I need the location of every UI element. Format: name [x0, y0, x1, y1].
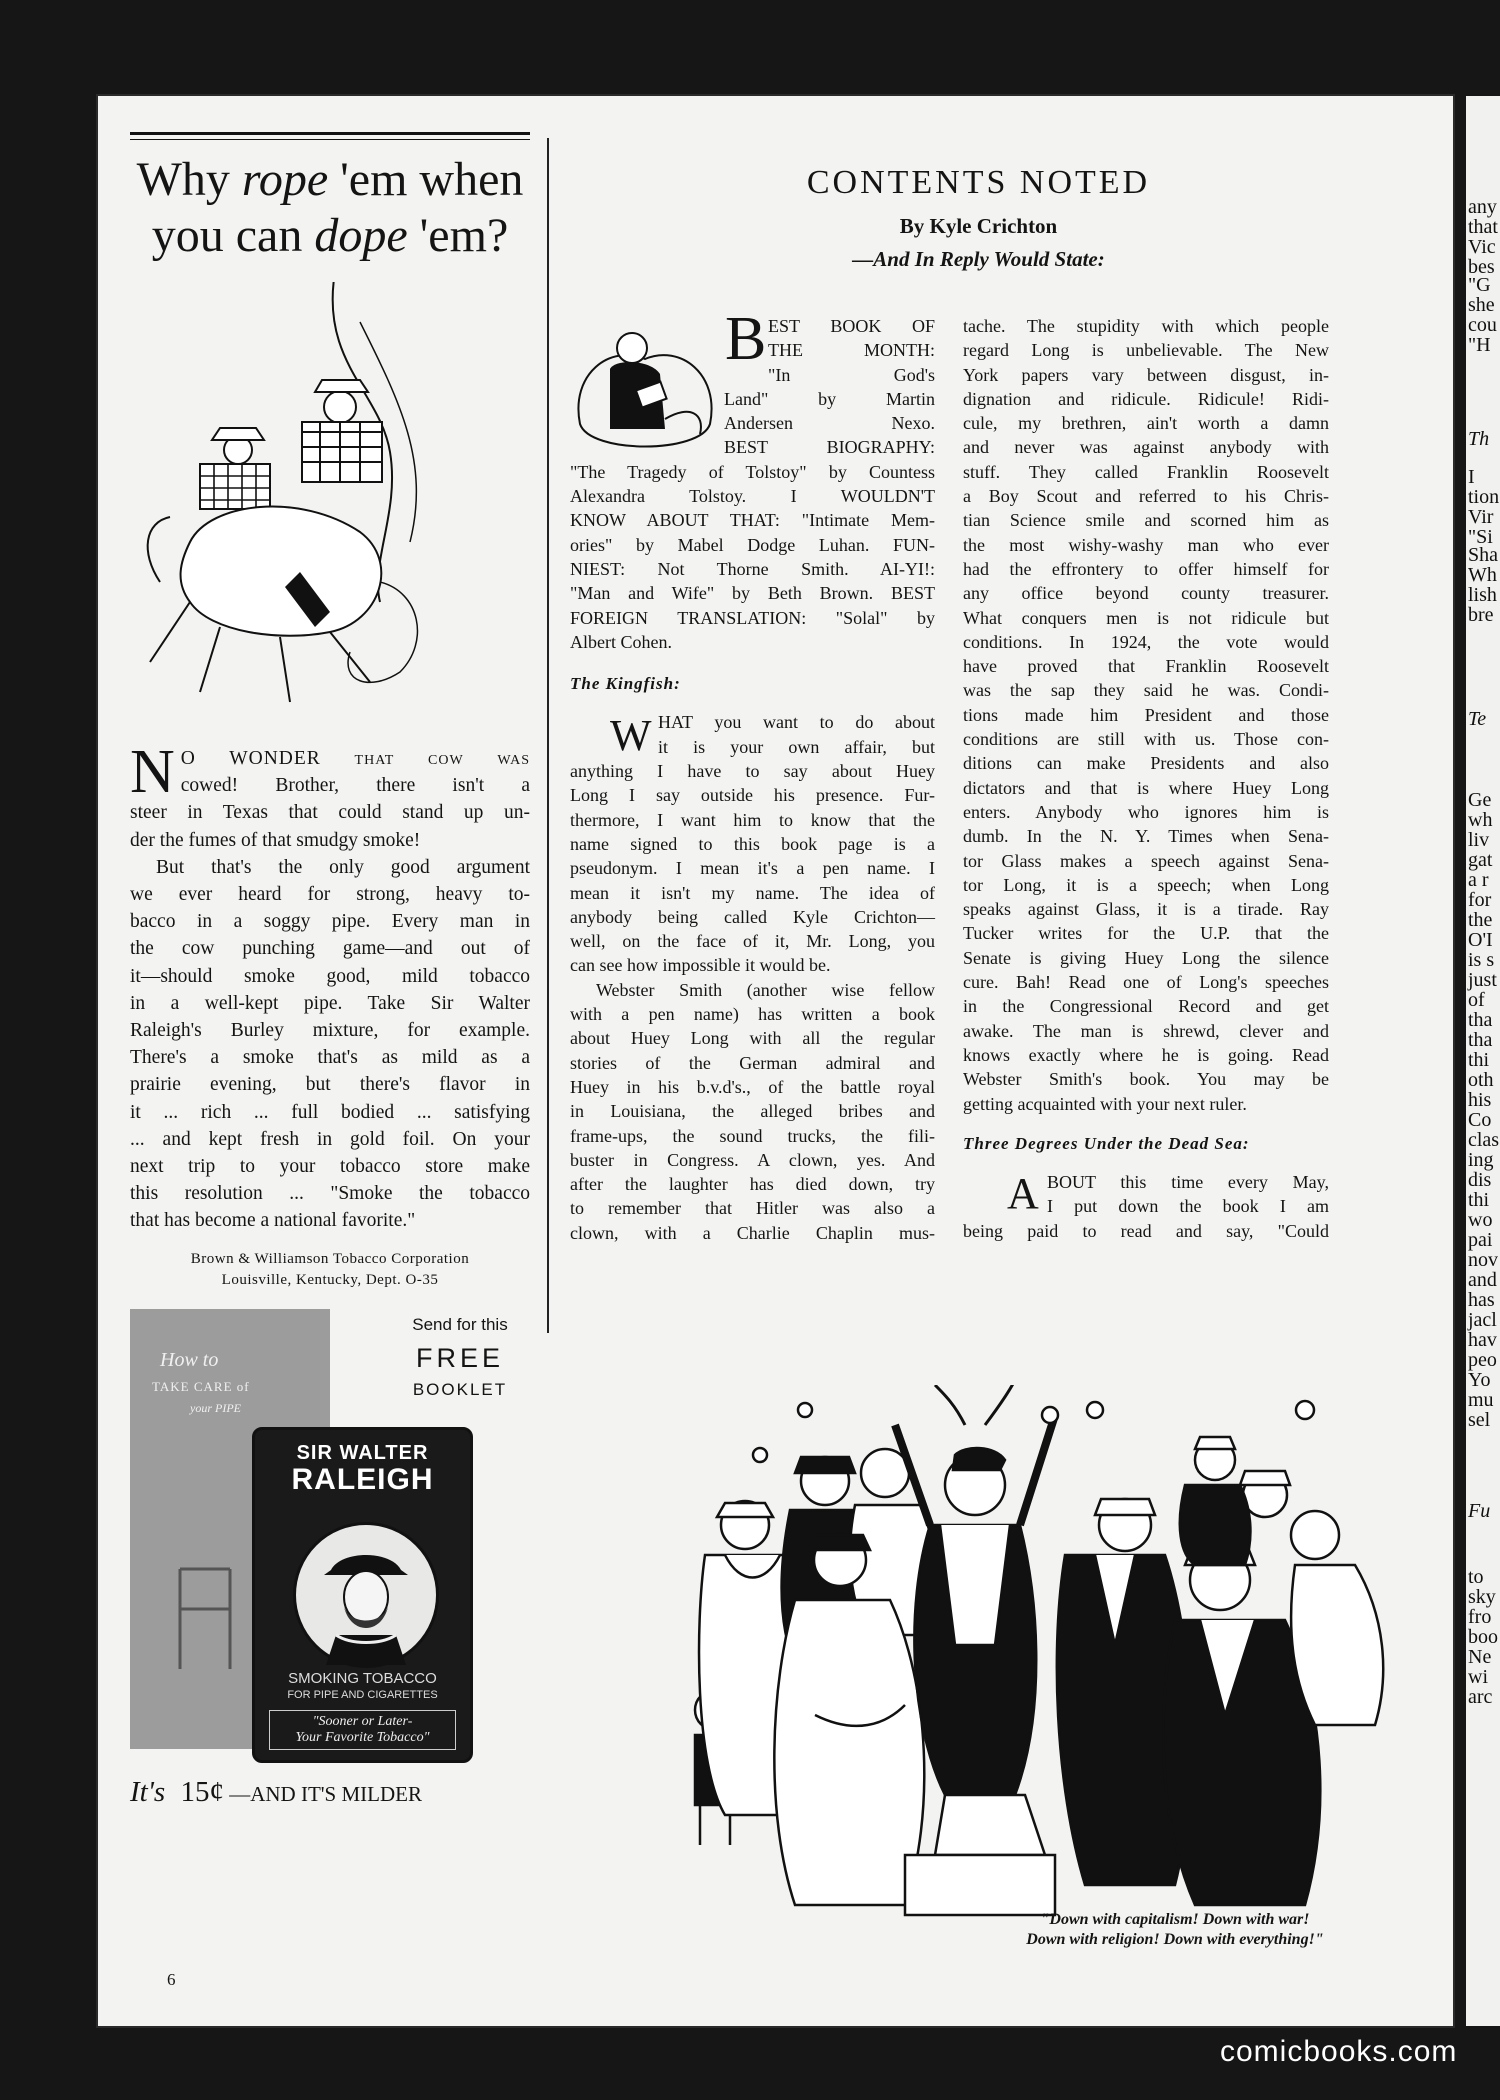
article-line: in Louisiana, the alleged bribes and — [570, 1101, 935, 1122]
ad-copy-line: der the fumes of that smudgy smoke! — [130, 829, 421, 851]
next-page-text-fragment: for — [1468, 889, 1492, 911]
ad-copy-line: it—should smoke good, mild tobacco — [130, 965, 530, 987]
ad-copy-line: ... and kept fresh in gold foil. On your — [130, 1128, 530, 1150]
protest-crowd-cartoon — [655, 1385, 1400, 1945]
free-text: FREE — [415, 1342, 504, 1373]
next-page-text-fragment: mu — [1468, 1389, 1494, 1411]
next-page-text-fragment: boo — [1468, 1626, 1498, 1648]
ad-copy-line: Raleigh's Burley mixture, for example. — [130, 1020, 530, 1042]
next-page-text-fragment: clas — [1468, 1129, 1500, 1151]
headline-text: 'em when — [328, 153, 524, 206]
article-line: was the sap they said he was. Condi- — [963, 680, 1329, 701]
article-line: BOUT this time every May, — [1047, 1172, 1329, 1193]
article-line: clown, with a Charlie Chaplin mus- — [570, 1222, 935, 1243]
sir-walter-raleigh-tin — [252, 1427, 473, 1763]
ad-copy-line: cowed! Brother, there isn't a — [180, 775, 530, 797]
article-line: speaks against Glass, it is a tirade. Ray — [963, 899, 1329, 920]
article-line: have proved that Franklin Roosevelt — [963, 656, 1329, 677]
article-line: frame-ups, the sound trucks, the fili- — [570, 1125, 935, 1146]
article-line: Albert Cohen. — [570, 631, 672, 652]
article-line: HAT you want to do about — [658, 712, 935, 733]
tin-slogan-line: "Sooner or Later- — [312, 1713, 413, 1729]
article-line: buster in Congress. A clown, yes. And — [570, 1149, 935, 1170]
next-page-text-fragment: fro — [1468, 1606, 1492, 1628]
cartoon-caption — [975, 1910, 1375, 1950]
ad-copy-line: There's a smoke that's as mild as a — [130, 1047, 530, 1069]
tin-product-line: FOR PIPE AND CIGARETTES — [287, 1688, 438, 1701]
next-page-text-fragment: bre — [1468, 604, 1494, 626]
booklet-text: BOOKLET — [412, 1379, 508, 1399]
tin-slogan-line: Your Favorite Tobacco" — [295, 1729, 430, 1745]
tin-slogan — [269, 1710, 456, 1750]
next-page-text-fragment: hav — [1468, 1329, 1497, 1351]
article-line: conditions. In 1924, the vote would — [963, 631, 1329, 652]
corporation-name: Brown & Williamson Tobacco Corporation — [190, 1250, 470, 1267]
next-page-text-fragment: and — [1468, 1269, 1497, 1291]
article-line: FOREIGN TRANSLATION: "Solal" by — [570, 607, 935, 628]
article-line: tor Glass makes a speech against Sena- — [963, 850, 1329, 871]
kingfish-drop-cap: W — [610, 711, 652, 761]
next-page-text-fragment: sel — [1468, 1409, 1491, 1431]
article-title: CONTENTS NOTED — [806, 164, 1151, 201]
headline-text-italic: dope — [314, 209, 408, 262]
next-page-text-fragment: "H — [1468, 334, 1491, 356]
article-line: anything I have to say about Huey — [570, 761, 935, 782]
ad-corporation — [130, 1249, 530, 1291]
next-page-text-fragment: wh — [1468, 809, 1493, 831]
headline-text: you can — [151, 209, 315, 262]
article-line: thermore, I want him to know that the — [570, 809, 935, 830]
article-line: dignation and ridicule. Ridicule! Ridi- — [963, 388, 1329, 409]
dead-sea-drop-cap: A — [1007, 1169, 1039, 1219]
next-page-text-fragment: peo — [1468, 1349, 1497, 1371]
article-line: dictators and that is where Huey Long — [963, 777, 1329, 798]
booklet-cover-text: TAKE CARE of — [152, 1378, 250, 1394]
next-page-text-fragment: pai — [1468, 1229, 1493, 1251]
article-line: about Huey Long with all the regular — [570, 1028, 935, 1049]
article-line: knows exactly where he is going. Read — [963, 1044, 1329, 1065]
next-page-text-fragment: Vir — [1468, 506, 1494, 528]
next-page-text-fragment: bes — [1468, 256, 1495, 278]
article-line: conditions are still with us. Those con- — [963, 729, 1329, 750]
next-page-text-fragment: has — [1468, 1289, 1495, 1311]
chair-icon — [170, 1559, 250, 1679]
next-page-text-fragment: Te — [1468, 708, 1487, 730]
next-page-text-fragment: gat — [1468, 849, 1493, 871]
article-column-2 — [963, 314, 1329, 1243]
ad-drop-cap: N — [130, 738, 175, 806]
article-line: tache. The stupidity with which people — [963, 316, 1329, 336]
article-line: tor Long, it is a speech; when Long — [963, 874, 1329, 895]
send-for-booklet — [390, 1315, 530, 1400]
next-page-text-fragment: that — [1468, 216, 1498, 238]
next-page-text-fragment: Co — [1468, 1109, 1492, 1131]
next-page-text-fragment: arc — [1468, 1686, 1493, 1708]
page-number: 6 — [167, 1970, 176, 1989]
ad-product-block — [130, 1309, 530, 1808]
next-page-text-fragment: to — [1468, 1566, 1484, 1588]
next-page-text-fragment: Wh — [1468, 564, 1497, 586]
ad-copy-line: that has become a national favorite." — [130, 1210, 416, 1232]
next-page-text-fragment: nov — [1468, 1249, 1498, 1271]
next-page-text-fragment: his — [1468, 1089, 1492, 1111]
article-line: cule, my brethren, ain't worth a damn — [963, 413, 1329, 434]
article-line: the most wishy-washy man who ever — [963, 534, 1329, 555]
article-line: Webster Smith (another wise fellow — [596, 979, 935, 1000]
section-heading-dead-sea: Three Degrees Under the Dead Sea: — [963, 1133, 1250, 1153]
section-heading-kingfish: The Kingfish: — [570, 674, 681, 694]
next-page-text-fragment: wo — [1468, 1209, 1493, 1231]
article-line: awake. The man is shrewd, clever and — [963, 1020, 1329, 1041]
adjacent-page-fragment — [1466, 96, 1500, 2026]
article-line: I put down the book I am — [1047, 1196, 1329, 1217]
price-its: It's — [130, 1775, 166, 1808]
ad-copy-line: in a well-kept pipe. Take Sir Walter — [130, 992, 530, 1014]
tin-brand-line: RALEIGH — [291, 1462, 434, 1496]
next-page-text-fragment: Fu — [1468, 1500, 1491, 1522]
next-page-text-fragment: Th — [1468, 428, 1490, 450]
article-line: ditions can make Presidents and also — [963, 753, 1329, 774]
article-line: enters. Anybody who ignores him is — [963, 801, 1329, 822]
next-page-text-fragment: the — [1468, 909, 1493, 931]
article-line: with a pen name) has written a book — [570, 1004, 935, 1025]
ad-copy-line: prairie evening, but there's flavor in — [130, 1074, 530, 1096]
article-line: dumb. In the N. Y. Times when Sena- — [963, 826, 1329, 847]
article-line: in the Congressional Record and get — [963, 996, 1329, 1017]
ad-copy-line: next trip to your tobacco store make — [130, 1156, 530, 1178]
article-line: stories of the German admiral and — [570, 1052, 935, 1073]
next-page-text-fragment: Ge — [1468, 789, 1492, 811]
article-line: Land" by Martin — [724, 388, 935, 409]
dead-sea-paragraph — [963, 1170, 1329, 1243]
ad-copy-line: this resolution ... "Smoke the tobacco — [130, 1183, 530, 1205]
article-line: anybody being called Kyle Crichton— — [570, 906, 935, 927]
article-line: to remember that Hitler was also a — [570, 1198, 935, 1219]
next-page-text-fragment: dis — [1468, 1169, 1492, 1191]
article-line: mean it isn't my name. The idea of — [570, 882, 935, 903]
tin-brand-line: SIR WALTER — [296, 1441, 429, 1464]
tin-product-line: SMOKING TOBACCO — [288, 1669, 437, 1687]
next-page-text-fragment: Vic — [1468, 236, 1496, 258]
magazine-page — [98, 96, 1453, 2026]
ad-copy-line: the cow punching game—and out of — [130, 938, 530, 960]
article-line: What conquers men is not ridicule but — [963, 607, 1329, 628]
next-page-text-fragment: of — [1468, 989, 1485, 1011]
kingfish-paragraph — [570, 710, 935, 759]
raleigh-portrait-icon — [293, 1522, 439, 1668]
headline-text: Why — [136, 153, 242, 206]
next-page-text-fragment: she — [1468, 294, 1495, 316]
next-page-text-fragment: Yo — [1468, 1369, 1491, 1391]
ad-headline — [130, 152, 530, 264]
ad-copy-line: it ... rich ... full bodied ... satisfying — [130, 1101, 530, 1123]
article-line: KNOW ABOUT THAT: "Intimate Mem- — [570, 510, 935, 531]
next-page-text-fragment: jacl — [1468, 1309, 1497, 1331]
article-line: well, on the face of it, Mr. Long, you — [570, 931, 935, 952]
next-page-text-fragment: I — [1468, 466, 1475, 488]
next-page-text-fragment: "G — [1468, 274, 1491, 296]
ad-copy-line: O WONDER that cow was — [180, 748, 530, 769]
next-page-text-fragment: Sha — [1468, 544, 1498, 566]
next-page-text-fragment: thi — [1468, 1189, 1490, 1211]
article-line: Long I say outside his presence. Fur- — [570, 785, 935, 806]
ad-copy-line: bacco in a soggy pipe. Every man in — [130, 911, 530, 933]
article-line: getting acquainted with your next ruler. — [963, 1093, 1247, 1114]
next-page-text-fragment: thi — [1468, 1049, 1490, 1071]
article-line: after the laughter has died down, try — [570, 1174, 935, 1195]
next-page-text-fragment: a r — [1468, 869, 1489, 891]
article-byline: By Kyle Crichton — [899, 214, 1058, 238]
article-line: Tucker writes for the U.P. that the — [963, 923, 1329, 944]
article-line: York papers vary between disgust, in- — [963, 364, 1329, 385]
tobacco-advertisement — [130, 132, 530, 1808]
article-column-1 — [570, 305, 935, 1245]
article-line: and never was against anybody with — [963, 437, 1329, 458]
next-page-text-fragment: liv — [1468, 829, 1490, 851]
article-line: stuff. They called Franklin Roosevelt — [963, 461, 1329, 482]
column-divider — [547, 138, 549, 1333]
site-watermark: comicbooks.com — [1220, 2035, 1458, 2068]
article-line: ories" by Mabel Dodge Luhan. FUN- — [570, 534, 935, 555]
next-page-text-fragment: sky — [1468, 1586, 1496, 1608]
article-line: Huey in his b.v.d's., of the battle royal — [570, 1076, 935, 1097]
price-tagline: —AND IT'S MILDER — [229, 1781, 422, 1806]
article-line: it is your own affair, but — [658, 736, 935, 757]
article-line: Senate is giving Huey Long the silence — [963, 947, 1329, 968]
article-line: EST BOOK OF — [768, 316, 935, 336]
article-line: NIEST: Not Thorne Smith. AI-YI!: — [570, 558, 935, 579]
ad-copy-line: we ever heard for strong, heavy to- — [130, 884, 530, 906]
corporation-location: Louisville, Kentucky, Dept. O-35 — [221, 1271, 439, 1288]
article-line: Webster Smith's book. You may be — [963, 1069, 1329, 1090]
article-line: can see how impossible it would be. — [570, 955, 831, 976]
caption-line: "Down with capitalism! Down with war! — [1040, 1911, 1310, 1928]
booklet-cover-text: How to — [160, 1348, 219, 1371]
next-page-text-fragment: tha — [1468, 1029, 1493, 1051]
headline-text-italic: rope — [241, 153, 329, 206]
tin-product-text — [263, 1670, 462, 1704]
article-subhead: —And In Reply Would State: — [852, 247, 1105, 271]
ad-copy-line: steer in Texas that could stand up un- — [130, 802, 530, 824]
next-page-text-fragment: O'I — [1468, 929, 1493, 951]
ad-copy-line: But that's the only good argument — [156, 856, 530, 878]
booklet-cover-text: your PIPE — [190, 1400, 241, 1415]
next-page-text-fragment: tha — [1468, 1009, 1493, 1031]
article-line: any office beyond county treasurer. — [963, 583, 1329, 604]
next-page-text-fragment: is s — [1468, 949, 1495, 971]
next-page-text-fragment: just — [1468, 969, 1497, 991]
article-line: tions made him President and those — [963, 704, 1329, 725]
next-page-text-fragment: Ne — [1468, 1646, 1492, 1668]
next-page-text-fragment: tion — [1468, 486, 1500, 508]
price-cost: 15¢ — [180, 1775, 224, 1808]
article-line: pseudonym. I mean it's a pen name. I — [570, 858, 935, 879]
article-line: BEST BIOGRAPHY: — [724, 437, 935, 458]
ad-top-rule — [130, 132, 530, 140]
next-page-text-fragment: lish — [1468, 584, 1497, 606]
next-page-text-fragment: any — [1468, 196, 1497, 218]
ad-body-copy — [130, 738, 530, 1235]
next-page-text-fragment: cou — [1468, 314, 1497, 336]
contents-noted-article — [570, 164, 1387, 1243]
article-line: name signed to this book page is a — [570, 833, 935, 854]
article-line: being paid to read and say, "Could — [963, 1220, 1329, 1241]
tin-brand — [267, 1442, 458, 1495]
intro-drop-cap: B — [725, 305, 767, 373]
article-line: a Boy Scout and referred to his Chris- — [963, 486, 1329, 507]
next-page-text-fragment: "Si — [1468, 526, 1493, 548]
cowboys-and-cow-illustration — [130, 282, 430, 712]
article-line: cure. Bah! Read one of Long's speeches — [963, 972, 1329, 993]
article-line: had the effrontery to offer himself for — [963, 558, 1329, 579]
article-line: "Man and Wife" by Beth Brown. BEST — [570, 583, 935, 604]
article-line: "The Tragedy of Tolstoy" by Countess — [570, 461, 935, 482]
article-line: regard Long is unbelievable. The New — [963, 340, 1329, 361]
headline-text: 'em? — [407, 209, 509, 262]
article-line: tian Science smile and scorned him as — [963, 510, 1329, 531]
article-line: Andersen Nexo. — [724, 413, 935, 434]
article-line: "In God's — [768, 364, 935, 385]
next-page-text-fragment: oth — [1468, 1069, 1494, 1091]
article-line: THE MONTH: — [768, 340, 935, 361]
next-page-text-fragment: ing — [1468, 1149, 1494, 1171]
article-line: Alexandra Tolstoy. I WOULDN'T — [570, 486, 935, 507]
next-page-text-fragment: wi — [1468, 1666, 1488, 1688]
caption-line: Down with religion! Down with everything!" — [1026, 1931, 1324, 1948]
reader-in-armchair-icon — [570, 314, 720, 464]
price-line — [130, 1776, 530, 1809]
send-for-this-text: Send for this — [412, 1314, 508, 1334]
